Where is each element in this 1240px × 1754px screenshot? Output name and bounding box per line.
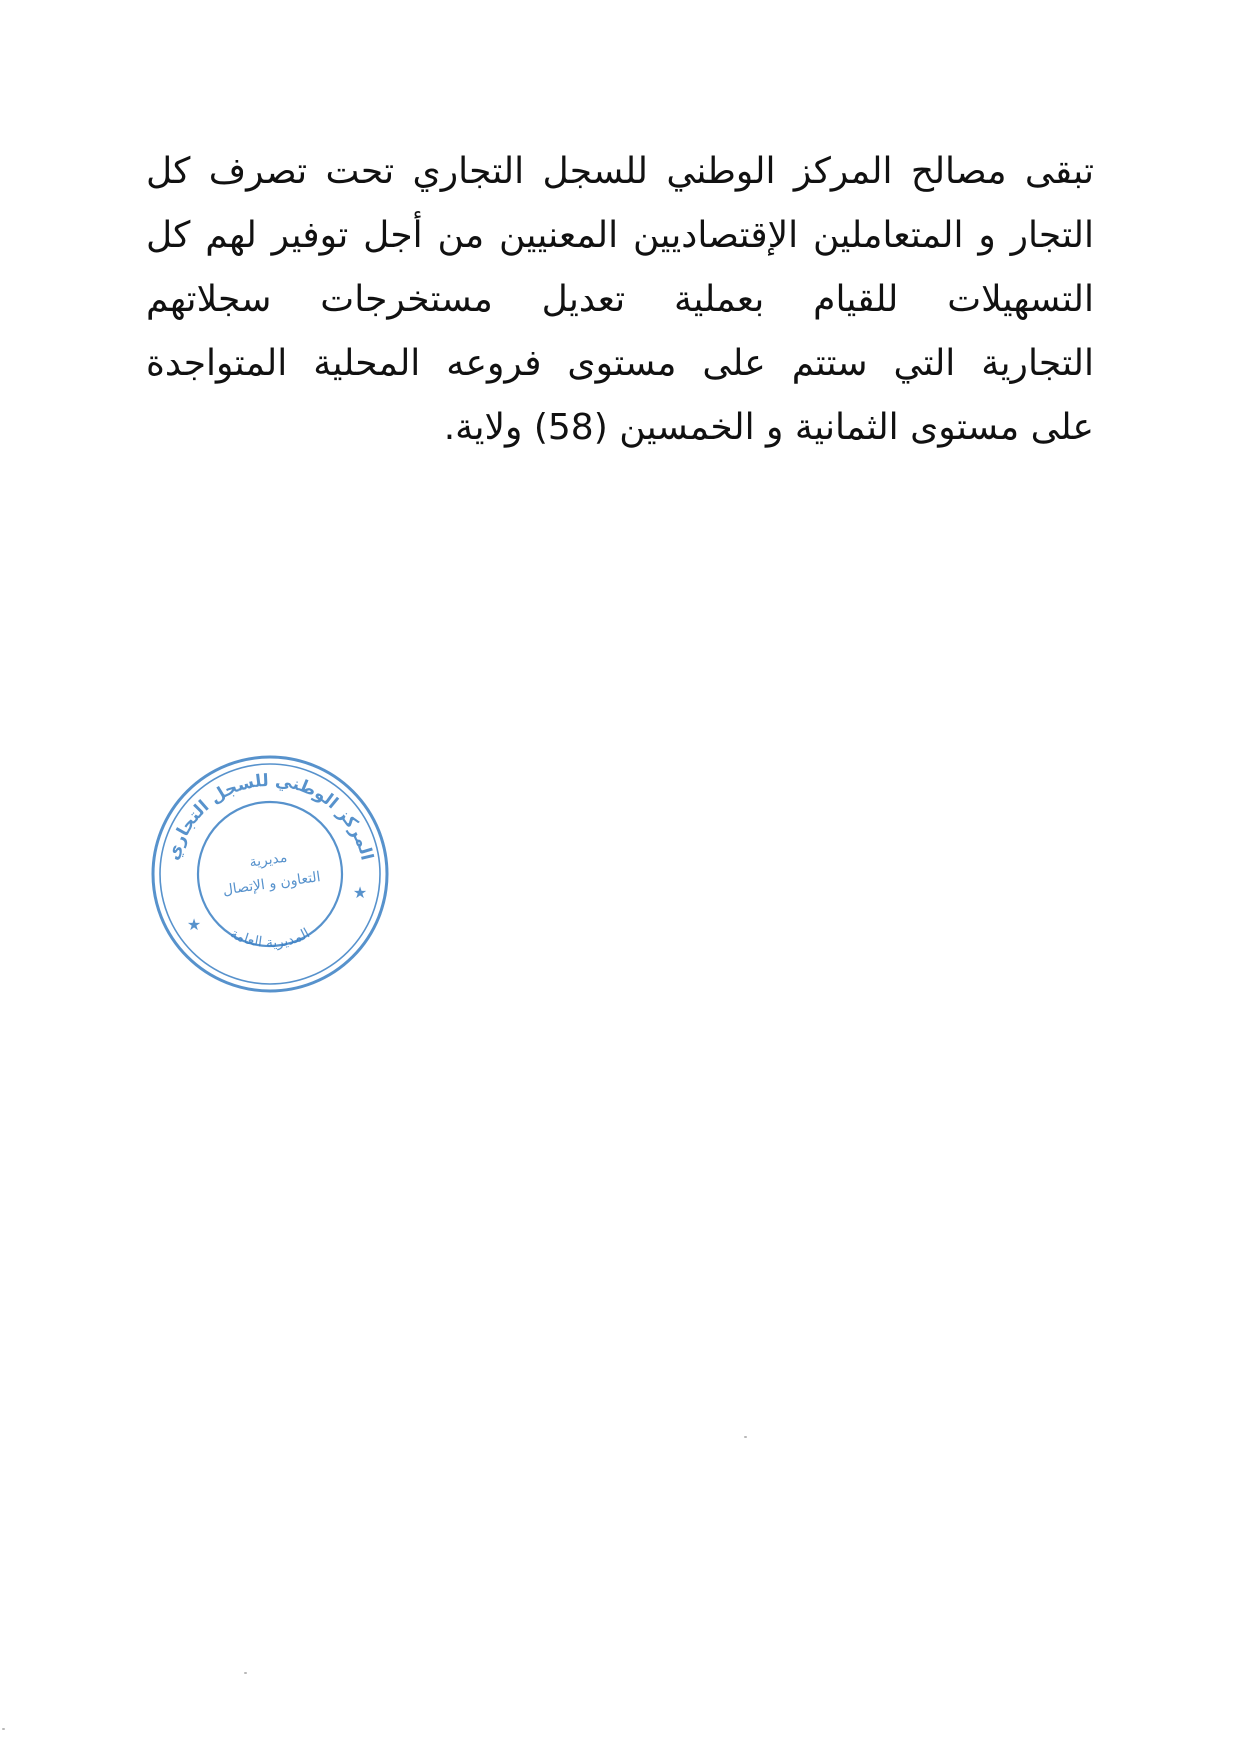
- paragraph-line-2: التجار و المتعاملين الإقتصاديين المعنيين من أجل توفير لهم كل: [146, 215, 1094, 256]
- stamp-seal: [148, 752, 392, 996]
- stamp-center-line-2: التعاون و الإتصال: [221, 869, 322, 899]
- star-icon-left: ★: [186, 915, 202, 934]
- star-icon-right: ★: [352, 883, 368, 902]
- paragraph-line-4: التجارية التي ستتم على مستوى فروعه المحلية المتواجدة: [146, 343, 1094, 384]
- stamp-outer-text: المركز الوطني للسجل التجاري: [163, 770, 377, 863]
- scan-speck: [244, 1672, 247, 1674]
- stamp-graphic: [153, 757, 387, 991]
- scan-speck: [2, 1728, 5, 1730]
- stamp-center-line-1: مديرية: [248, 849, 289, 871]
- body-paragraph: [146, 140, 1094, 460]
- paragraph-line-3: التسهيلات للقيام بعملية تعديل مستخرجات سجلاتهم: [146, 279, 1094, 320]
- paragraph-line-1: تبقى مصالح المركز الوطني للسجل التجاري تحت تصرف كل: [146, 151, 1094, 192]
- scan-speck: [744, 1436, 747, 1438]
- official-stamp: [148, 752, 392, 996]
- stamp-bottom-text: المديرية العامة: [227, 925, 313, 952]
- paragraph-line-5: على مستوى الثمانية و الخمسين (58) ولاية.: [443, 407, 1094, 448]
